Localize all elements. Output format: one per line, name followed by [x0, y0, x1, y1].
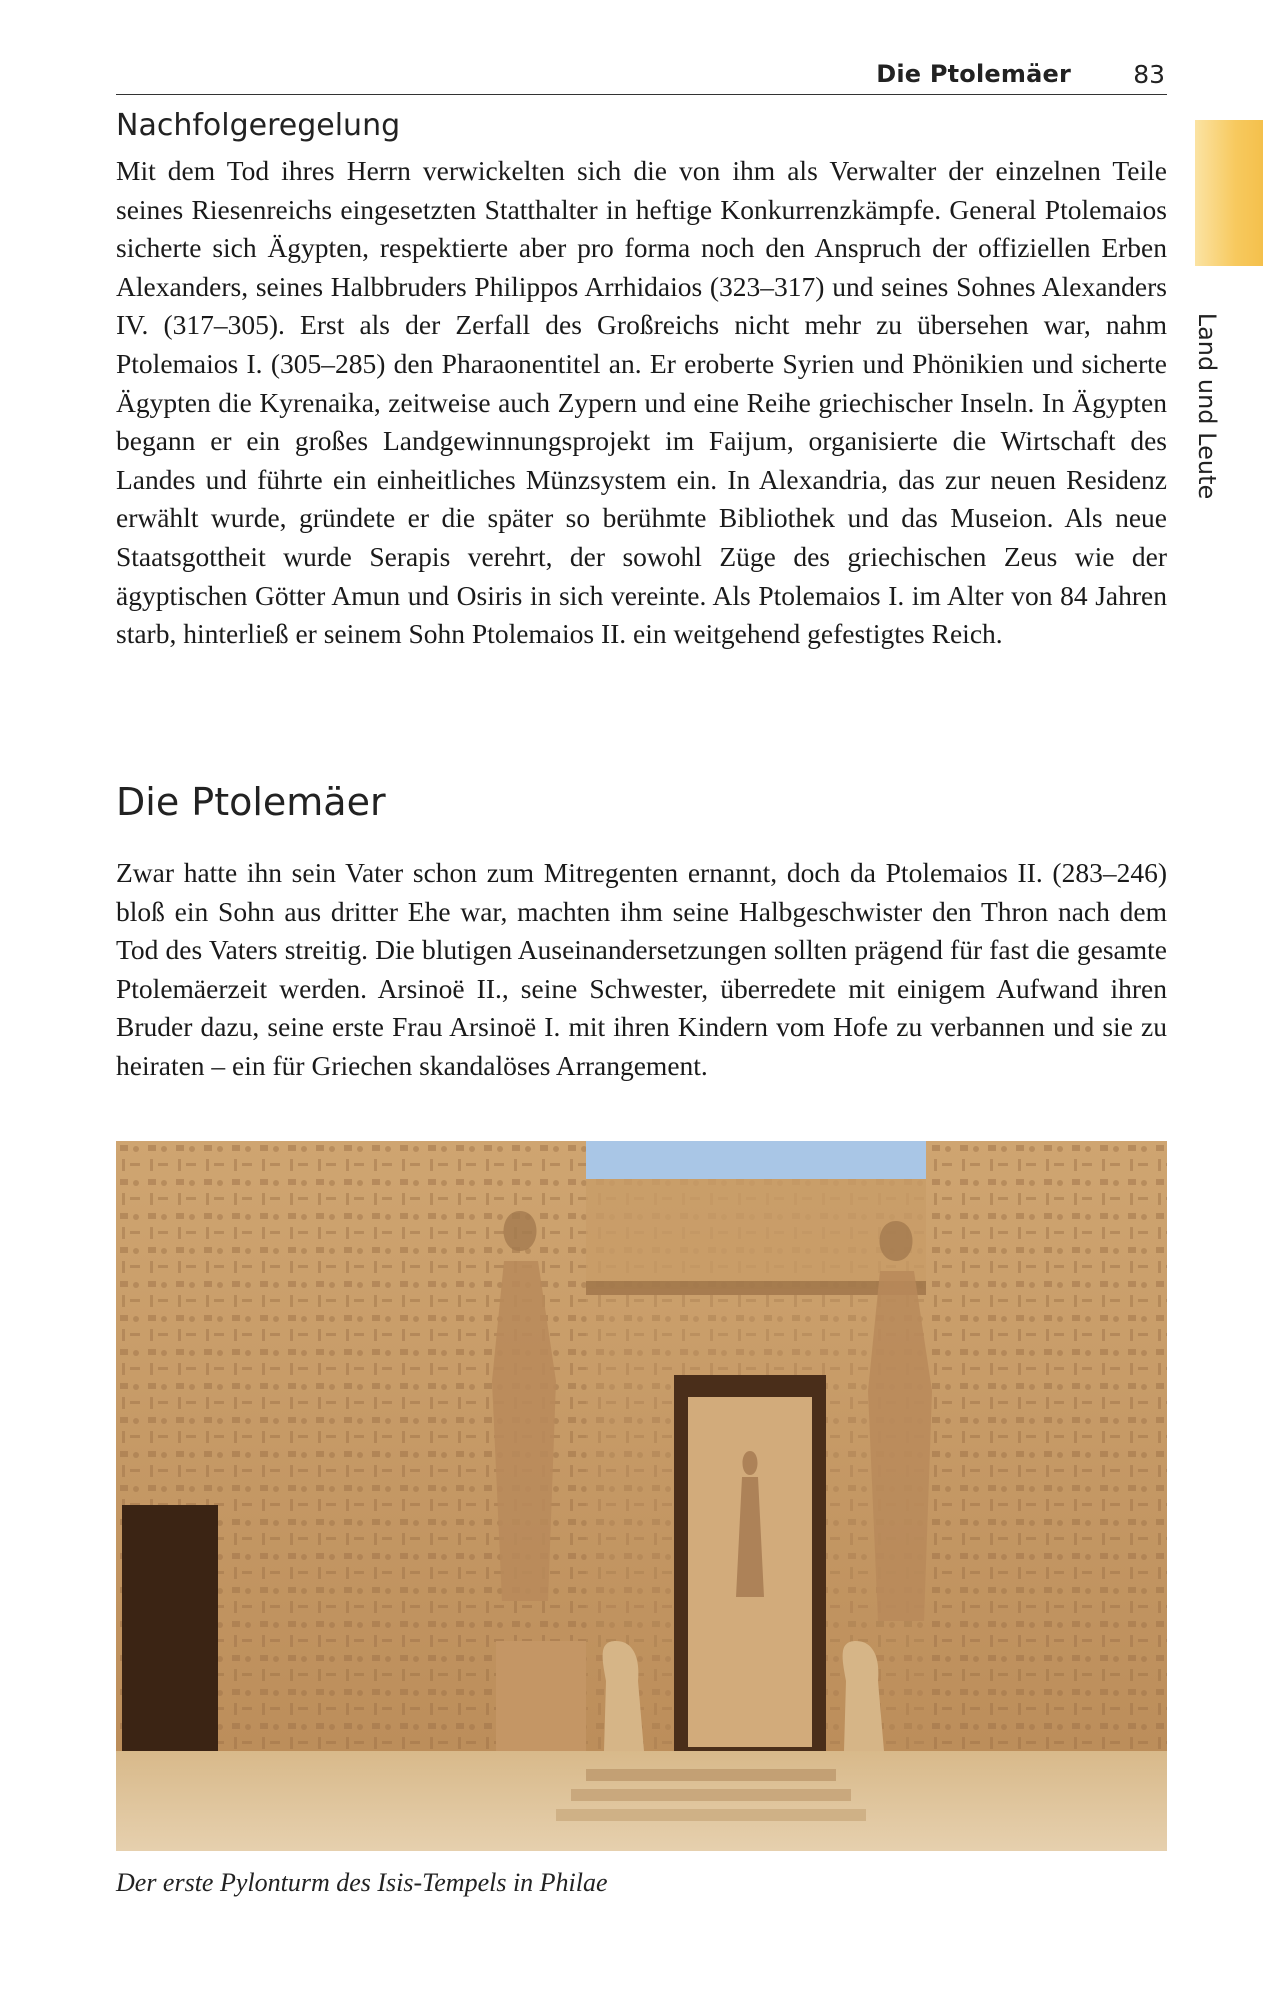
temple-illustration: [116, 1141, 1167, 1851]
figure-caption: Der erste Pylonturm des Isis-Tempels in Philae: [116, 1868, 608, 1897]
subsection-heading: Nachfolgeregelung: [116, 108, 401, 143]
side-doorway: [122, 1505, 218, 1765]
chapter-tab: [1177, 286, 1237, 526]
running-title: Die Ptolemäer: [876, 60, 1071, 88]
temple-photo: [116, 1141, 1167, 1851]
sky: [586, 1141, 926, 1179]
running-head: [116, 60, 1167, 95]
chapter-tab-marker: [1195, 120, 1263, 266]
chapter-tab-label: Land und Leute: [1193, 312, 1221, 500]
page-number: 83: [1133, 60, 1165, 89]
section-heading: Die Ptolemäer: [116, 780, 386, 824]
body-paragraph-succession: Mit dem Tod ihres Herrn verwickelten sich die von ihm als Verwalter der einzelnen Teile seines Riesenreichs eingesetzten Statthalter in heftige Konkurrenzkämpfe. General Ptolemaios sicherte sich Ägypten, respektierte aber pro forma noch den Anspruch der offiziellen Erben Alexanders, seines Halbbruders Philippos Arrhidaios (323–317) und seines Sohnes Alexanders IV. (317–305). Erst als der Zerfall des Großreichs nicht mehr zu übersehen war, nahm Ptolemaios I. (305–285) den Pharaonentitel an. Er eroberte Syrien und Phönikien und sicherte Ägypten die Kyrenaika, zeitweise auch Zypern und eine Reihe griechischer Inseln. In Ägypten begann er ein großes Landgewinnungsprojekt im Faijum, organisierte die Wirtschaft des Landes und führte ein einheitliches Münzsystem ein. In Alexandria, das zur neuen Residenz erwählt wurde, gründete er die später so berühmte Bibliothek und das Museion. Als neue Staatsgottheit wurde Serapis verehrt, der sowohl Züge des griechischen Zeus wie der ägyptischen Götter Amun und Osiris in sich vereinte. Als Ptolemaios I. im Alter von 84 Jahren starb, hinterließ er seinem Sohn Ptolemaios II. ein weitgehend gefestigtes Reich.: [116, 155, 1167, 650]
body-paragraph-ptolemies: Zwar hatte ihn sein Vater schon zum Mitregenten ernannt, doch da Ptolemaios II. (283–246) bloß ein Sohn aus dritter Ehe war, machten ihm seine Halbgeschwister den Thron nach dem Tod des Vaters streitig. Die blutigen Auseinandersetzungen sollten prägend für fast die gesamte Ptolemäerzeit werden. Arsinoë II., seine Schwester, überredete mit einigem Aufwand ihren Bruder dazu, seine erste Frau Arsinoë I. mit ihren Kindern vom Hofe zu verbannen und sie zu heiraten – ein für Griechen skandalöses Arrangement.: [116, 857, 1167, 1081]
